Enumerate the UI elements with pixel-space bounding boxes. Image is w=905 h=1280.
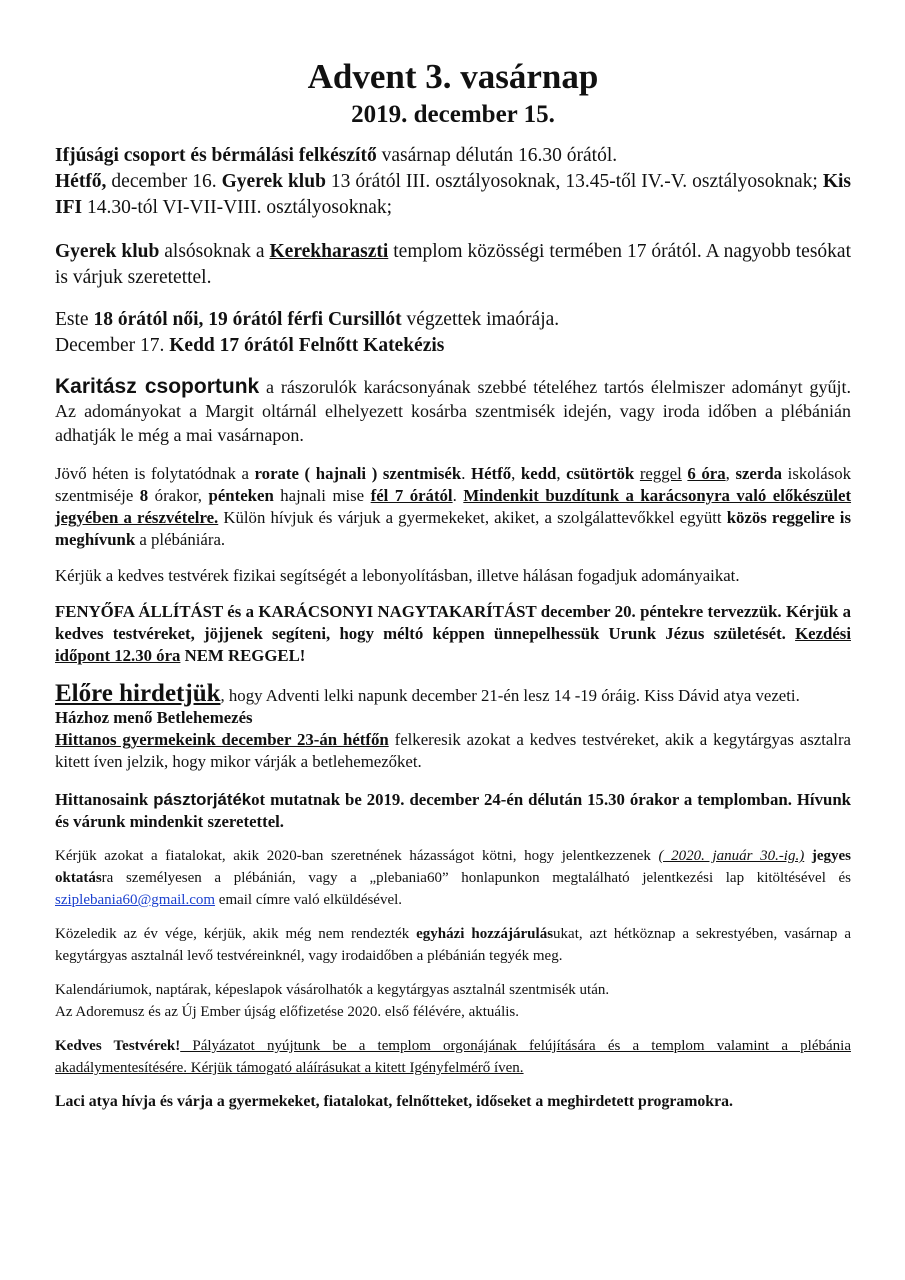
closing-invitation: Laci atya hívja és várja a gyermekeket, fiatalokat, felnőtteket, időseket a meghirdetett programokra. bbox=[55, 1093, 733, 1110]
calendar-sale-notice: Kalendáriumok, naptárak, képeslapok vásárolhatók a kegytárgyas asztalnál szentmisék után. bbox=[55, 982, 610, 998]
rorate-notice: Jövő héten is folytatódnak a rorate ( hajnali ) szentmisék. Hétfő, kedd, csütörtök reggel 6 óra, szerda iskolások szentmiséje 8 órakor, pénteken hajnali mise fél 7 órától. Mindenkit buzdítunk a karácsonyra való előkészület jegyében a részvételre. Külön hívjuk és várjuk a gyermekeket, akiket, a szolgálattevőkkel együtt közös reggelire is meghívunk a plébániára. bbox=[55, 464, 852, 549]
kerekharaszti-kids-club-notice: Gyerek klub alsósoknak a Kerekharaszti templom közösségi termében 17 órától. A nagyobb tesókat is várjuk szeretettel. bbox=[55, 241, 851, 288]
shepherd-play-notice: Hittanosaink pásztorjátékot mutatnak be 2019. december 24-én délután 15.30 órakor a templomban. Hívunk és várunk mindenkit szeretettel. bbox=[55, 790, 851, 831]
help-request-notice: Kérjük a kedves testvérek fizikai segítségét a lebonyolításban, illetve hálásan fogadjuk adományaikat. bbox=[55, 566, 740, 585]
catechesis-notice: December 17. Kedd 17 órától Felnőtt Katekézis bbox=[55, 335, 445, 356]
email-link[interactable]: sziplebania60@gmail.com bbox=[55, 892, 216, 908]
bulletin-page bbox=[55, 55, 851, 1113]
christmas-tree-notice: FENYŐFA ÁLLÍTÁST és a KARÁCSONYI NAGYTAKARÍTÁST december 20. péntekre tervezzük. Kérjük a kedves testvéreket, jöjjenek segíteni, hogy méltó képpen ünnepelhessük Urunk Jézus születését. Kezdési időpont 12.30 óra NEM REGGEL! bbox=[55, 602, 851, 665]
tender-notice: Kedves Testvérek! Pályázatot nyújtunk be a templom orgonájának felújítására és a templom valamint a plébánia akadálymentesítésére. Kérjük támogató aláírásukat a kitett Igényfelmérő íven. bbox=[55, 1038, 851, 1076]
youth-group-notice: Ifjúsági csoport és bérmálási felkészítő vasárnap délután 16.30 órától. bbox=[55, 145, 618, 166]
caritas-notice: Karitász csoportunk a rászorulók karácsonyának szebbé tételéhez tartós élelmiszer adományt gyűjt. Az adományokat a Margit oltárnál elhelyezett kosárba szentmisék idején, vagy iroda időben a plébánián adhatják le még a mai vasárnapon. bbox=[55, 375, 851, 445]
marriage-prep-notice: Kérjük azokat a fiatalokat, akik 2020-ban szeretnének házasságot kötni, hogy jelentkezzenek ( 2020. január 30.-ig.) jegyes oktatásra személyesen a plébánián, vagy a „plebania60” honlapunkon megtalálható jelentkezési lap kitöltésével és sziplebania60@gmail.com email címre való elküldésével. bbox=[55, 848, 851, 908]
page-date: 2019. december 15. bbox=[351, 101, 555, 128]
advent-retreat-notice: Előre hirdetjük, hogy Adventi lelki napunk december 21-én lesz 14 -19 óráig. Kiss Dávid atya vezeti. bbox=[55, 680, 800, 707]
cursillo-notice: Este 18 órától női, 19 órától férfi Cursillót végzettek imaórája. bbox=[55, 309, 560, 330]
nativity-play-heading: Házhoz menő Betlehemezés bbox=[55, 708, 253, 727]
church-contribution-notice: Közeledik az év vége, kérjük, akik még nem rendezték egyházi hozzájárulásukat, azt hétköznap a sekrestyében, vasárnap a kegytárgyas asztalnál levő testvéreinknél, vagy irodaidőben a plébánián tegyék meg. bbox=[55, 926, 851, 964]
page-title: Advent 3. vasárnap bbox=[307, 57, 599, 96]
monday-kids-club-notice: Hétfő, december 16. Gyerek klub 13 órától III. osztályosoknak, 13.45-től IV.-V. osztályosoknak; Kis IFI 14.30-tól VI-VII-VIII. osztályosoknak; bbox=[55, 171, 851, 218]
subscription-notice: Az Adoremusz és az Új Ember újság előfizetése 2020. első félévére, aktuális. bbox=[55, 1004, 519, 1020]
nativity-visit-notice: Hittanos gyermekeink december 23-án hétfőn felkeresik azokat a kedves testvéreket, akik a kegytárgyas asztalra kitett íven jelzik, hogy mikor várják a betlehemezőket. bbox=[55, 730, 852, 771]
